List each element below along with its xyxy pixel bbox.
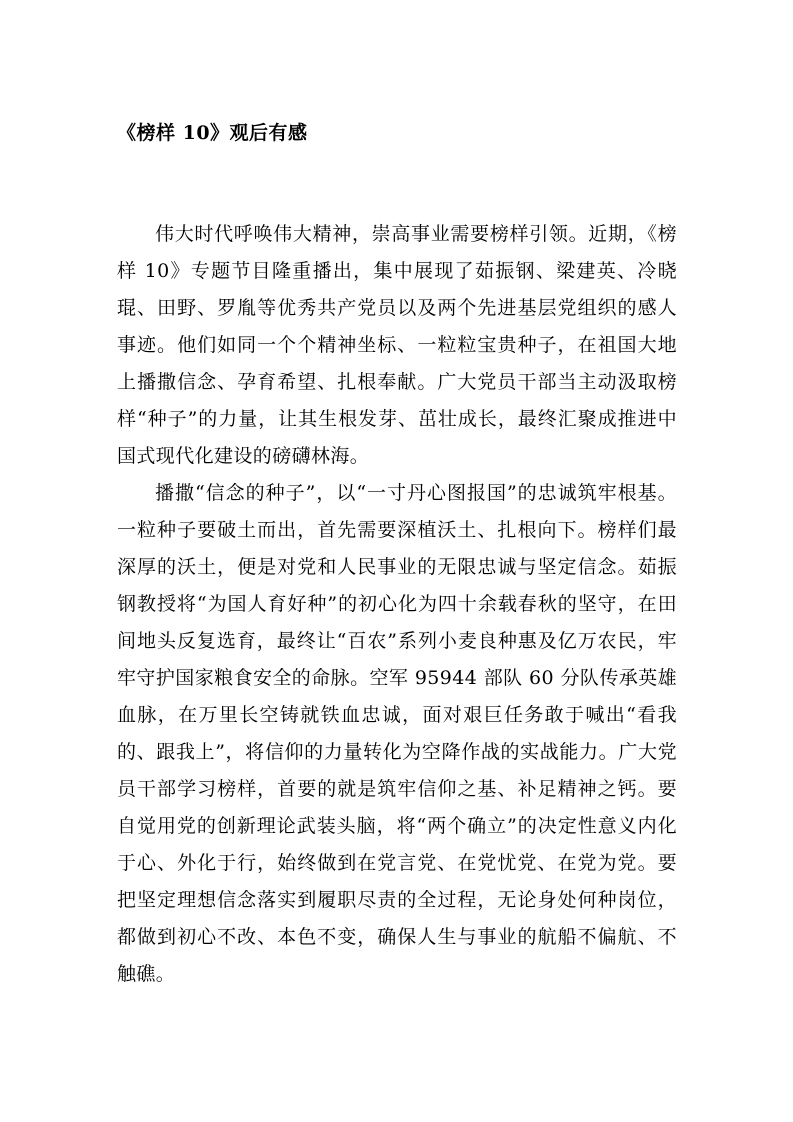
paragraph-intro: 伟大时代呼唤伟大精神，崇高事业需要榜样引领。近期，《榜样 10》专题节目隆重播出，集中展现了茹振钢、梁建英、冷晓琨、田野、罗胤等优秀共产党员以及两个先进基层党组织的感人事迹。他们如同一个个精神坐标、一粒粒宝贵种子，在祖国大地上播撒信念、孕育希望、扎根奉献。广大党员干部当主动汲取榜样“种子”的力量，让其生根发芽、茁壮成长，最终汇聚成推进中国式现代化建设的磅礴林海。 xyxy=(117,223,677,467)
document-body xyxy=(117,216,677,993)
paragraph-faith-seed: 播撒“信念的种子”，以“一寸丹心图报国”的忠诚筑牢根基。一粒种子要破土而出，首先需要深植沃土、扎根向下。榜样们最深厚的沃土，便是对党和人民事业的无限忠诚与坚定信念。茹振钢教授将“为国人育好种”的初心化为四十余载春秋的坚守，在田间地头反复选育，最终让“百农”系列小麦良种惠及亿万农民，牢牢守护国家粮食安全的命脉。空军 95944 部队 60 分队传承英雄血脉，在万里长空铸就铁血忠诚，面对艰巨任务敢于喊出“看我的、跟我上”，将信仰的力量转化为空降作战的实战能力。广大党员干部学习榜样，首要的就是筑牢信仰之基、补足精神之钙。要自觉用党的创新理论武装头脑，将“两个确立”的决定性意义内化于心、外化于行，始终做到在党言党、在党忧党、在党为党。要把坚定理想信念落实到履职尽责的全过程，无论身处何种岗位，都做到初心不改、本色不变，确保人生与事业的航船不偏航、不触礁。 xyxy=(117,482,677,985)
document-title: 《榜样 10》观后有感 xyxy=(117,122,308,144)
